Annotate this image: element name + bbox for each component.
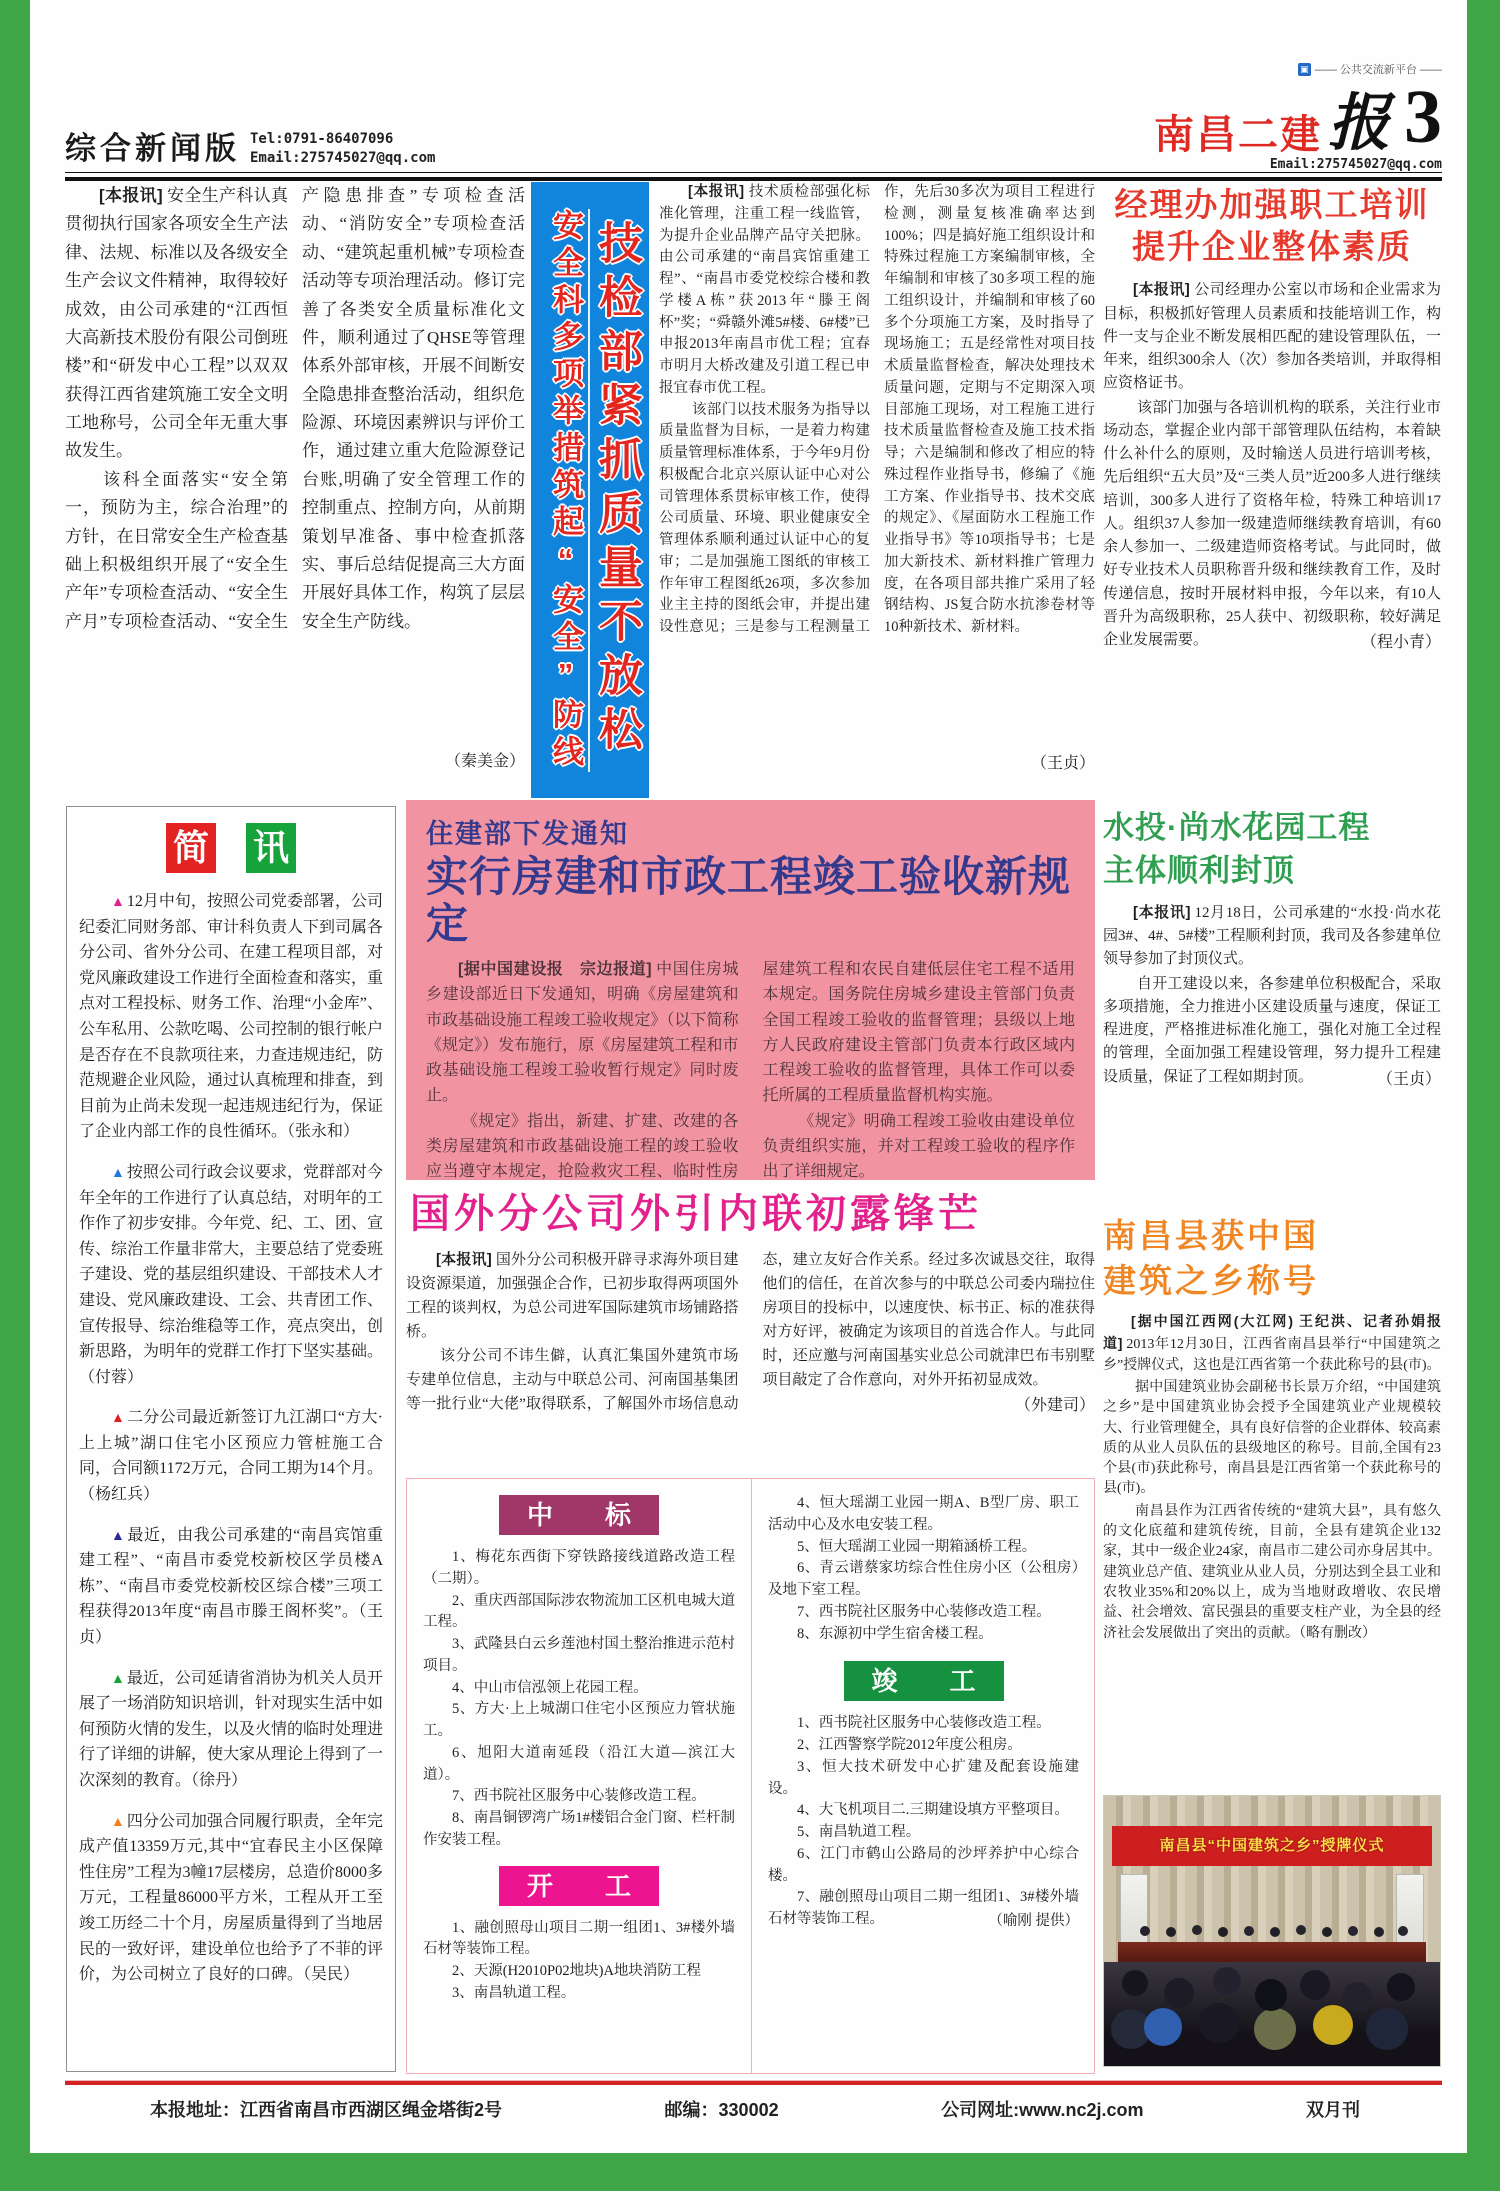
brand-name: 南昌二建 [1153, 113, 1322, 157]
start-item: 3、南昌轨道工程。 [452, 1984, 576, 2001]
completion-item: 5、南昌轨道工程。 [797, 1824, 921, 1840]
notice-kicker: 住建部下发通知 [426, 819, 629, 849]
completion-item: 4、大飞机项目二.三期建设填方平整项目。 [797, 1802, 1069, 1819]
brand-block [1154, 61, 1442, 172]
left-green-band [0, 0, 30, 2191]
triangle-bullet-icon: ▲ [111, 1411, 126, 1427]
bid-item: 2、重庆西部国际涉农物流加工区机电城大道工程。 [423, 1592, 735, 1631]
photo-dais-delegates [1134, 1926, 1410, 1942]
right-green-band [1467, 0, 1500, 2191]
masthead-email: Email:275745027@qq.com [250, 150, 436, 167]
triangle-bullet-icon: ▲ [111, 1814, 125, 1830]
brief-item: ▲ 二分公司最近新签订九江湖口“方大·上上城”湖口住宅小区预应力管桩施工合同，合同额1172万元，合同工期为14个月。（杨红兵） [79, 1409, 383, 1504]
article-overseas [406, 1192, 1095, 1474]
brief-item: ▲ 最近，由我公司承建的“南昌宾馆重建工程”、“南昌市委党校新校区学员楼A栋”、“南昌市委党校新校区综合楼”三项工程获得2013年度“南昌市滕王阁杯奖”。（王贞） [79, 1526, 383, 1647]
bid-item: 4、中山市信泓领上花园工程。 [452, 1679, 648, 1696]
paragraph: [据中国江西网(大江网) 王纪洪、记者孙娟报道] 2013年12月30日，江西省南昌县举行“中国建筑之乡”授牌仪式，这也是江西省第一个获此称号的县(市)。 [1103, 1313, 1441, 1373]
brand-logo-icon: ▣ [1298, 63, 1311, 76]
byline-overseas: （外建司） [1014, 1397, 1095, 1414]
headline-construction-town: 南昌县获中国 建筑之乡称号 [1103, 1217, 1319, 1299]
article-construction-town [1103, 1214, 1441, 1788]
photo-audience [1104, 1962, 1440, 2066]
bid-item: 5、方大·上上城湖口住宅小区预应力管状施工。 [423, 1701, 735, 1739]
paragraph: [本报讯] 安全生产科认真贯彻执行国家各项安全生产法律、法规、标准以及各级安全生产会议文件精神，取得较好成效，由公司承建的“江西恒大高新技术股份有限公司倒班楼”和“研发中心工程”以双双获得江西省建筑施工安全文明工地称号，公司全年无重大事故发生。 [65, 186, 289, 461]
completions-header: 竣 工 [844, 1661, 1004, 1701]
paragraph: [据中国建设报 宗边报道] 中国住房城乡建设部近日下发通知，明确《房屋建筑和市政基础设施工程竣工验收规定》（以下简称《规定》）发布施行，原《房屋建筑工程和市政基础设施工程竣工验收暂行规定》同时废止。 [426, 961, 739, 1105]
triangle-bullet-icon: ▲ [111, 1671, 125, 1687]
starts-header: 开 工 [499, 1866, 659, 1906]
headline-training: 经理办加强职工培训 提升企业整体素质 [1114, 186, 1430, 266]
vertical-headline-banner [531, 182, 649, 798]
masthead [65, 63, 1442, 172]
brief-item: ▲ 最近，公司延请省消协为机关人员开展了一场消防知识培训，针对现实生活中如何预防火情的发生，以及火情的临时处理进行了详细的讲解，使大家从理论上得到了一次深刻的教育。（徐丹） [79, 1669, 384, 1789]
bid-item: 6、旭阳大道南延段（沿江大道—滨江大道）。 [423, 1744, 735, 1783]
photo-red-banner: 南昌县“中国建筑之乡”授牌仪式 [1112, 1826, 1432, 1866]
start-item: 2、天源(H2010P02地块)A地块消防工程 [452, 1963, 701, 1979]
triangle-bullet-icon: ▲ [111, 1165, 125, 1181]
paragraph: [本报讯] 国外分公司积极开辟寻求海外项目建设资源渠道，加强强企合作，已初步取得两项国外工程的谈判权，为总公司进军国际建筑市场铺路搭桥。 [406, 1251, 739, 1340]
bid-item: 8、南昌铜锣湾广场1#楼铝合金门窗、栏杆制作安装工程。 [423, 1810, 735, 1848]
lists-right-column [752, 1479, 1095, 2073]
bid-item: 1、梅花东西街下穿铁路接线道路改造工程（二期）。 [423, 1549, 735, 1587]
paragraph: 该分公司不讳生僻，认真汇集国外建筑市场专建单位信息，主动与中联总公司、河南国基集团等一批行业“大佬”取得联系，了解国外市场信息动态，建立友好合作关系。经过多次诚恳交往，取得他们的信任，在首次参与的中联总公司委内瑞拉住房项目的投标中，以速度快、标书正、标的准获得对方好评，被确定为该项目的首选合作人。与此同时，还应邀与河南国基实业总公司就津巴布韦别墅项目敲定了合作意向，对外开拓初显成效。 [406, 1252, 1095, 1412]
byline-tech: （王贞） [1030, 755, 1095, 772]
headline-safety-vertical: 安全科多项举措筑起“安全”防线 [532, 209, 590, 772]
bid-item: 7、西书院社区服务中心装修改造工程。 [797, 1603, 1051, 1620]
paragraph: 该部门加强与各培训机构的联系，关注行业市场动态，掌握企业内部干部管理队伍结构，本着缺什么补什么的原则，及时输送人员进行培训考核，先后组织“五大员”及“三类人员”近200多人进行继续培训，300多人进行了资格年检，特殊工种培训17人。组织37人参加一级建造师继续教育培训，有60余人参加一、二级建造师资格考试。与此同时，做好专业技术人员职称晋升级和继续教育工作，及时传递信息，按时开展材料申报，今年以来，有10人晋升为高级职称，25人获中、初级职称，较好满足企业发展需要。 [1103, 399, 1441, 649]
byline-shuitou: （王贞） [1376, 1070, 1441, 1088]
paragraph: 南昌县作为江西省传统的“建筑大县”，具有悠久的文化底蕴和建筑传统，目前，全县有建筑企业132家，其中一级企业24家，南昌市二建公司亦身居其中。建筑业总产值、建筑业从业人员，分别达到全县工业和农牧业35%和20%以上，成为当地财政增收、农民增益、社会增效、富民强县的重要支柱产业，为全县的经济社会发展做出了突出的贡献。（略有删改） [1103, 1503, 1441, 1641]
notice-headline: 实行房建和市政工程竣工验收新规定 [426, 853, 1072, 948]
briefs-title-char-1: 简 [166, 823, 216, 873]
photo-head-table [1118, 1942, 1426, 1964]
brief-item: ▲ 12月中旬，按照公司党委部署，公司纪委汇同财务部、审计科负责人下到司属各分公司、省外分公司、在建工程项目部，对党风廉政建设工作进行全面检查和落实，重点对工程投标、财务工作、治理“小金库”、公车私用、公款吃喝、公司控制的银行帐户是否存在不良款项往来，力查违规违纪，防范规避企业风险，通过认真梳理和排查，到目前为止尚未发现一起违规违纪行为，保证了企业内部工作的良性循环。（张永和） [79, 893, 384, 1141]
triangle-bullet-icon: ▲ [111, 1528, 126, 1544]
bid-item: 7、西书院社区服务中心装修改造工程。 [452, 1788, 706, 1805]
byline-completions: （喻刚 提供） [988, 1912, 1079, 1929]
footer-frequency: 双月刊 [1306, 2100, 1360, 2120]
bid-item: 8、东源初中学生宿舍楼工程。 [797, 1625, 993, 1642]
paragraph: 该科全面落实“安全第一，预防为主，综合治理”的方针，在日常安全生产检查基础上积极组织开展了“安全生产年”专项检查活动、“安全生产月”专项检查活动、“安全生产隐患排查”专项检查活动、“消防安全”专项检查活动、“建筑起重机械”专项检查活动等专项治理活动。修订完善了各类安全质量标准化文件，顺利通过了QHSE等管理体系外部审核，开展不间断安全隐患排查整治活动，组织危险源、环境因素辨识与评价工作，通过建立重大危险源登记台账,明确了安全管理工作的控制重点、控制方向，从前期策划早准备、事中检查抓落实、事后总结促提高三大方面开展好具体工作，构筑了层层安全生产防线。 [65, 186, 525, 631]
page-number: 3 [1404, 75, 1442, 159]
masthead-tel: Tel:0791-86407096 [250, 131, 394, 148]
footer-website: 公司网址:www.nc2j.com [941, 2100, 1144, 2120]
completion-item: 2、江西警察学院2012年度公租房。 [797, 1737, 1022, 1753]
brand-email: Email:275745027@qq.com [1269, 157, 1442, 172]
article-shuitou [1103, 806, 1441, 1206]
paragraph: 该部门以技术服务为指导以质量监督为目标，一是着力构建质量管理标准体系，于今年9月份积极配合北京兴原认证中心对公司管理体系贯标审核工作，使得公司质量、环境、职业健康安全管理体系顺利通过认证中心的复审；二是加强施工图纸的审核工作年审工程图纸26项，多次参加业主主持的图纸会审，并提出建设性意见；三是参与工程测量工作，先后30多次为项目工程进行检测，测量复核准确率达到100%；四是搞好施工组织设计和特殊过程施工方案编制审核，全年编制和审核了30多项工程的施工组织设计，并编制和审核了60多个分项施工方案，及时指导了现场施工；五是经常性对项目技术质量监督检查，解决处理技术质量问题，定期与不定期深入项目部施工现场，对工程施工进行技术质量监督检查及施工技术指导；六是编制和修改了相应的特殊过程作业指导书，修编了《施工方案、作业指导书、技术交底的规定》、《屋面防水工程施工作业指导书》等10项指导书；七是加大新技术、新材料推广管理力度，在各项目部共推广采用了轻钢结构、JS复合防水抗渗卷材等10种新技术、新材料。 [659, 184, 1095, 635]
footer-postcode: 邮编：330002 [664, 2100, 779, 2120]
briefs-box [66, 806, 396, 2072]
masthead-contact [250, 130, 435, 168]
brand-suffix: 报 [1327, 90, 1390, 158]
brief-item: ▲ 按照公司行政会议要求，党群部对今年全年的工作进行了认真总结，对明年的工作作了初步安排。今年党、纪、工、团、宣传、综治工作量非常大，主要总结了党委班子建设、党的基层组织建设、干部技术人才建设、党风廉政建设、工会、共青团工作、宣传报导、综治维稳等工作，亮点突出，创新思路，为明年的党群工作打下坚实基础。（付蓉） [79, 1163, 384, 1386]
paragraph: [本报讯] 12月18日，公司承建的“水投·尚水花园3#、4#、5#楼”工程顺利封顶，我司及各参建单位领导参加了封顶仪式。 [1103, 903, 1441, 968]
paragraph: 自开工建设以来，各参建单位积极配合，采取多项措施，全力推进小区建设质量与速度，保证工程进度，严格推进标准化施工，强化对施工全过程的管理，全面加强工程建设管理，努力提升工程建设质量，保证了工程如期封顶。 [1103, 975, 1441, 1085]
paragraph: 《规定》明确工程竣工验收由建设单位负责组织实施，并对工程竣工验收的程序作出了详细规定。 [762, 1112, 1075, 1180]
brief-item: ▲ 四分公司加强合同履行职责，全年完成产值13359万元,其中“宜春民主小区保障性住房”工程为3幢17层楼房，总造价8000多万元，工程量86000平方米，工程从开工至竣工历经二十个月，房屋质量得到了当地居民的一致好评，建设单位也给予了不菲的评价，为公司树立了良好的口碑。（吴民） [79, 1812, 384, 1984]
paragraph: [本报讯] 公司经理办公室以市场和企业需求为目标，积极抓好管理人员素质和技能培训工作，构件一支与企业不断发展相匹配的建设管理队伍，一年来，组织300余人（次）参加各类培训，并取得相应资格证书。 [1103, 281, 1441, 392]
bid-item: 3、武隆县白云乡莲池村国土整治推进示范村项目。 [423, 1636, 735, 1674]
headline-overseas: 国外分公司外引内联初露锋芒 [410, 1192, 982, 1236]
notice-box [406, 800, 1095, 1180]
completion-item: 3、恒大技术研发中心扩建及配套设施建设。 [768, 1758, 1079, 1797]
ceremony-photo [1103, 1795, 1441, 2067]
start-item: 1、融创照母山项目二期一组团1、3#楼外墙石材等装饰工程。 [423, 1919, 735, 1958]
briefs-title [79, 823, 383, 873]
lists-box [406, 1478, 1095, 2074]
footer-address: 本报地址：江西省南昌市西湖区绳金塔街2号 [150, 2100, 503, 2120]
paragraph: 《规定》指出，新建、扩建、改建的各类房屋建筑和市政基础设施工程的竣工验收应当遵守本规定，抢险救灾工程、临时性房屋建筑工程和农民自建低层住宅工程不适用本规定。国务院住房城乡建设主管部门负责全国工程竣工验收的监督管理；县级以上地方人民政府建设主管部门负责本行政区域内工程竣工验收的监督管理，具体工作可以委托所属的工程质量监督机构实施。 [426, 961, 1075, 1180]
footer-rule [65, 2080, 1442, 2085]
brand-tagline: —— 公共交流新平台 —— [1314, 64, 1442, 76]
article-training [1103, 182, 1441, 800]
footer [150, 2096, 1360, 2122]
completion-item: 1、西书院社区服务中心装修改造工程。 [797, 1715, 1051, 1732]
byline-training: （程小青） [1360, 634, 1441, 652]
headline-tech-vertical: 技检部紧抓质量不放松 [592, 220, 641, 760]
headline-shuitou: 水投·尚水花园工程 主体顺利封顶 [1103, 810, 1371, 889]
bid-item: 4、恒大瑶湖工业园一期A、B型厂房、职工活动中心及水电安装工程。 [768, 1495, 1079, 1533]
section-label: 综合新闻版 [65, 131, 240, 166]
article-tech-quality [659, 182, 1095, 798]
lists-left-column [407, 1479, 751, 2073]
bottom-green-band [0, 2153, 1500, 2191]
briefs-title-char-2: 讯 [246, 823, 296, 873]
completion-item: 6、江门市鹤山公路局的沙坪养护中心综合楼。 [768, 1845, 1079, 1884]
bids-header: 中 标 [499, 1495, 659, 1535]
article-safety [65, 182, 525, 798]
masthead-rule [65, 172, 1442, 181]
bid-item: 5、恒大瑶湖工业园一期箱涵桥工程。 [797, 1538, 1037, 1555]
paragraph: 据中国建筑业协会副秘书长景万介绍，“中国建筑之乡”是中国建筑业协会授予全国建筑业产业规模较大、行业管理健全，具有良好信誉的企业群体、较高素质的从业人员队伍的县级地区的称号。目前,全国有23个县(市)获此称号，南昌县是江西省第一个获此称号的县(市)。 [1103, 1379, 1441, 1497]
triangle-bullet-icon: ▲ [111, 895, 125, 910]
bid-item: 6、青云谱蔡家坊综合性住房小区（公租房）及地下室工程。 [768, 1560, 1079, 1598]
completion-item: 7、融创照母山项目二期一组团1、3#楼外墙石材等装饰工程。 [768, 1889, 1079, 1927]
paragraph: [本报讯] 技术质检部强化标准化管理，注重工程一线监管，为提升企业品牌产品守关把脉。由公司承建的“南昌宾馆重建工程”、“南昌市委党校综合楼和教学楼A栋”获2013年“滕王阁杯”奖；“舜赣外滩5#楼、6#楼”已申报2013年南昌市优工程；宜春市明月大桥改建及引道工程已申报宜春市优工程。 [659, 184, 870, 396]
byline-safety: （秦美金） [444, 753, 525, 770]
